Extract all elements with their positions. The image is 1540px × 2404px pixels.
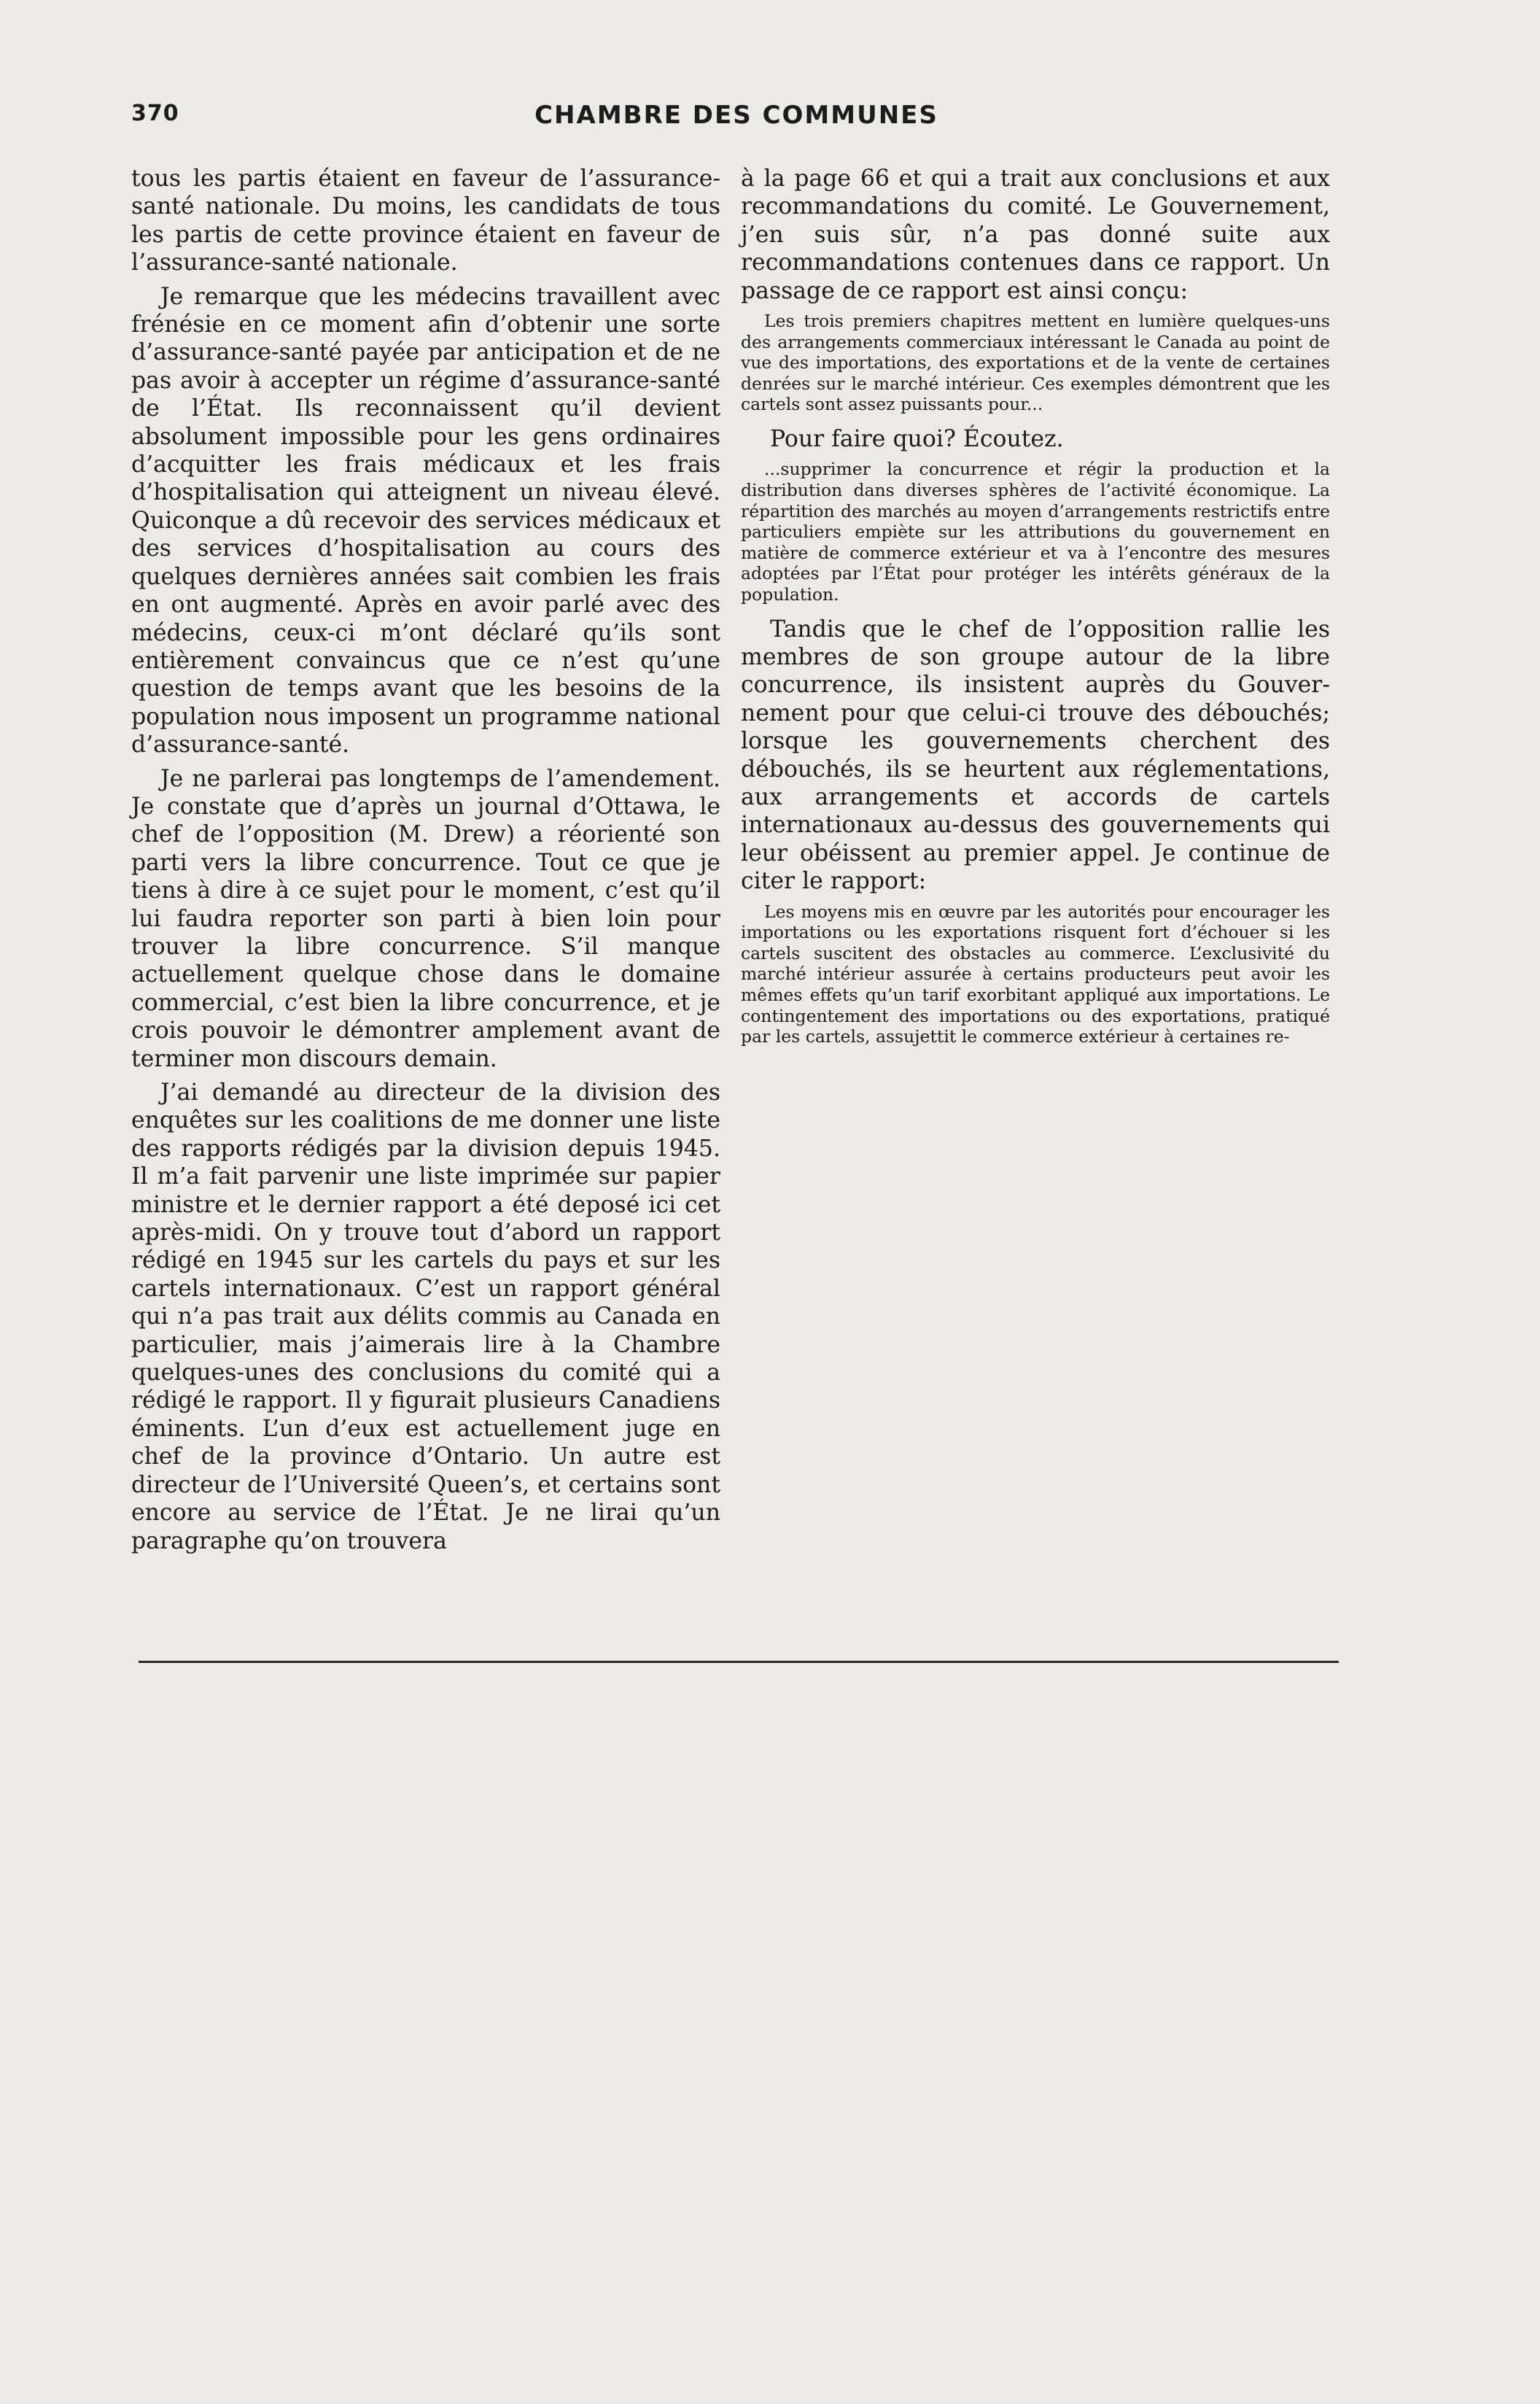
page-number: 370 — [131, 101, 179, 126]
section-divider-rule — [139, 1661, 1339, 1663]
block-quote: Les trois premiers chapitres mettent en lumière quelques-uns des arrangements commerciaux intéressant le Canada au point de vue des importations, des exportations et de la vente de certaines denrées sur le marché intérieur. Ces exemples démontrent que les cartels sont assez puissants pour... — [741, 311, 1330, 415]
left-column — [131, 165, 720, 1561]
paragraph: Pour faire quoi? Écoutez. — [770, 426, 1064, 452]
paragraph: tous les partis étaient en faveur de l’assurance-santé nationale. Du moins, les candidats de tous les partis de cette province étaient en faveur de l’assurance-santé nationale. — [131, 166, 720, 276]
paragraph: Je ne parlerai pas longtemps de l’amendement. Je constate que d’après un journal d’Ottawa, le chef de l’opposition (M. Drew) a réorienté son parti vers la libre concurrence. Tout ce que je tiens à dire à ce sujet pour le moment, c’est qu’il lui faudra reporter son parti à bien loin pour trouver la libre concurrence. S’il manque actuellement quelque chose dans le domaine commercial, c’est bien la libre concurrence, et je crois pouvoir le démontrer amplement avant de terminer mon discours demain. — [131, 765, 720, 1072]
paragraph: J’ai demandé au directeur de la division des enquêtes sur les coalitions de me donner une liste des rapports rédigés par la division depuis 1945. Il m’a fait parvenir une liste imprimée sur papier ministre et le dernier rapport a été deposé ici cet après-midi. On y trouve tout d’abord un rapport rédigé en 1945 sur les cartels du pays et sur les cartels internationaux. C’est un rapport général qui n’a pas trait aux délits commis au Canada en particulier, mais j’aimerais lire à la Chambre quelques-unes des conclusions du comité qui a rédigé le rapport. Il y figurait plusieurs Canadiens éminents. L’un d’eux est actuellement juge en chef de la province d’Ontario. Un autre est directeur de l’Université Queen’s, et certains sont encore au service de l’État. Je ne lirai qu’un paragraphe qu’on trouvera — [131, 1079, 720, 1554]
block-quote: Les moyens mis en œuvre par les autorités pour encourager les importations ou les exportations risquent fort d’échouer si les cartels suscitent des obstacles au commerce. L’exclusivité du marché intérieur assurée à certains producteurs peut avoir les mêmes effets qu’un tarif exorbitant appliqué aux importations. Le contingentement des importations ou des exportations, pratiqué par les cartels, assujettit le commerce extérieur à certaines re- — [741, 901, 1330, 1047]
paragraph: Je remarque que les médecins travaillent avec frénésie en ce moment afin d’obtenir une sorte d’assurance-santé payée par anticipation et de ne pas avoir à accepter un régime d’assurance-santé de l’État. Ils reconnaissent qu’il devient absolument impossible pour les gens ordinaires d’acquitter les frais médicaux et les frais d’hospitalisation qui atteignent un niveau élevé. Quiconque a dû recevoir des services médicaux et des services d’hospitalisation au cours des quelques dernières années sait combien les frais en ont augmenté. Après en avoir parlé avec des médecins, ceux-ci m’ont déclaré qu’ils sont entièrement convaincus que ce n’est qu’une question de temps avant que les besoins de la population nous imposent un programme national d’assurance-santé. — [131, 283, 720, 759]
paragraph: Tandis que le chef de l’opposition rallie les membres de son groupe autour de la libre concurrence, ils insistent auprès du Gouvernement pour que celui-ci trouve des débouchés; lorsque les gouvernements cherchent des débouchés, ils se heurtent aux réglementations, aux arrangements et accords de cartels internationaux au-dessus des gouvernements qui leur obéissent au premier appel. Je continue de citer le rapport: — [741, 616, 1330, 895]
paragraph: à la page 66 et qui a trait aux conclusions et aux recommandations du comité. Le Gouvernement, j’en suis sûr, n’a pas donné suite aux recommandations contenues dans ce rapport. Un passage de ce rapport est ainsi conçu: — [741, 166, 1330, 304]
block-quote: ...supprimer la concurrence et régir la production et la distribution dans diverses sphères de l’activité économique. La répartition des marchés au moyen d’arrangements restrictifs entre particuliers empiète sur les attributions du gouvernement en matière de commerce extérieur et va à l’encontre des mesures adoptées par l’État pour protéger les intérêts généraux de la population. — [741, 459, 1330, 605]
running-head: CHAMBRE DES COMMUNES — [534, 101, 938, 130]
page-header — [131, 101, 1342, 144]
right-column — [741, 165, 1330, 1058]
